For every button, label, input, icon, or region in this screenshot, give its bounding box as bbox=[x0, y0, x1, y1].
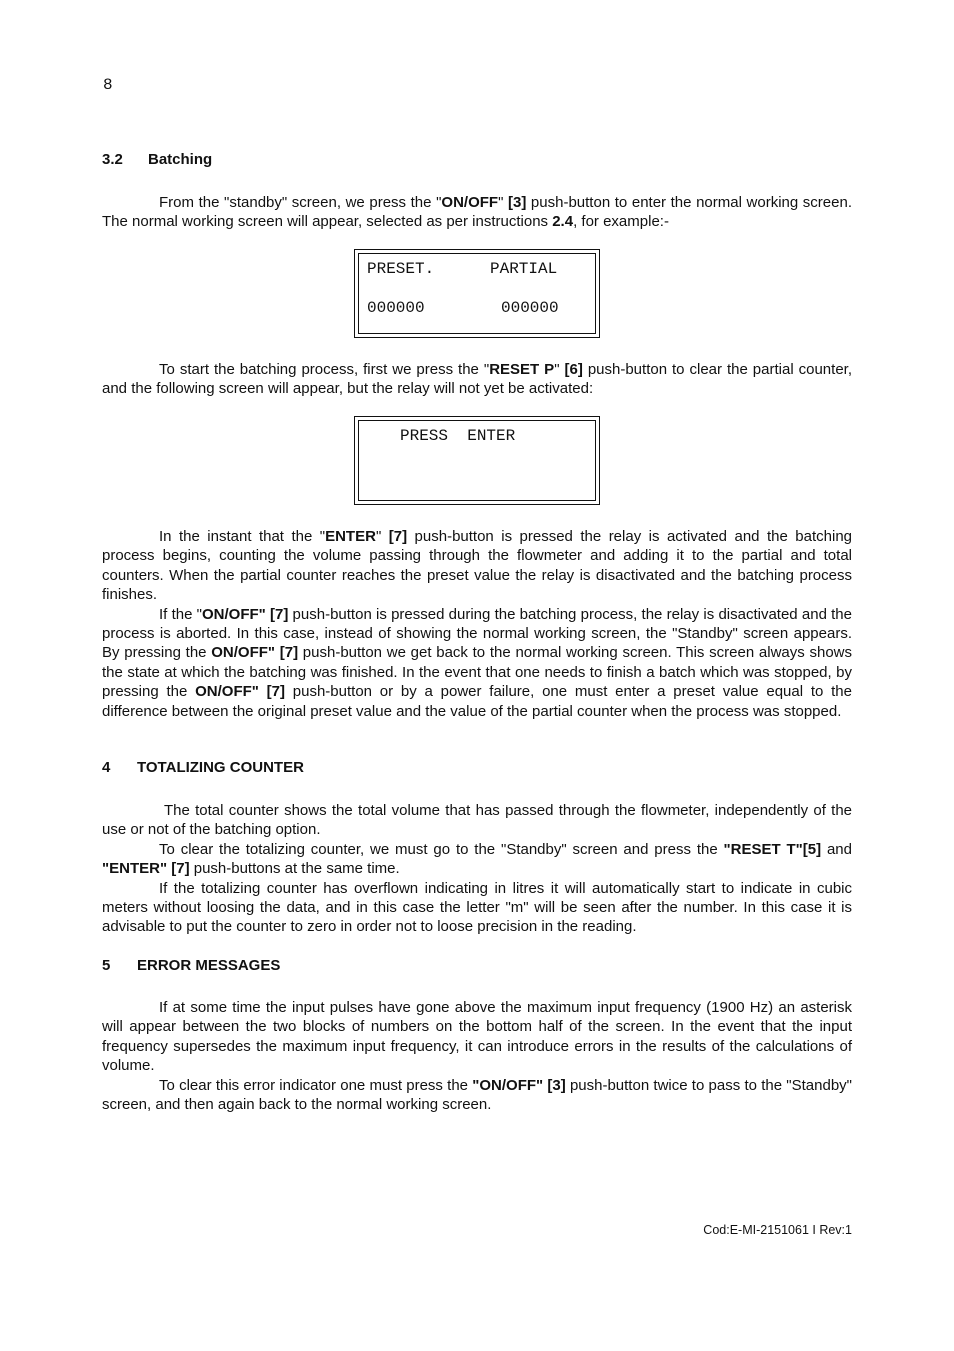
bold-text-run: "ON/OFF" [3] bbox=[472, 1076, 566, 1094]
paragraph bbox=[102, 527, 852, 605]
section-number: 5 bbox=[102, 957, 111, 974]
paragraph bbox=[102, 840, 852, 879]
bold-text-run: ON/OFF" [7] bbox=[195, 683, 285, 701]
bold-text-run: "RESET T"[5] bbox=[723, 840, 822, 858]
text-run: push-button twice to pass to the "Standby" screen, and then again back to the normal working screen. bbox=[102, 1076, 852, 1114]
lcd-display-normal-screen bbox=[354, 249, 600, 338]
lcd-value-preset: 000000 bbox=[367, 299, 425, 317]
lcd-message: PRESS ENTER bbox=[400, 427, 516, 445]
bold-text-run: ON/OFF bbox=[441, 194, 499, 211]
text-run: push-button to clear the partial counter, and the following screen will appear, but the relay will not yet be activated: bbox=[102, 361, 852, 398]
section-number: 3.2 bbox=[102, 151, 123, 168]
paragraph bbox=[102, 360, 852, 399]
bold-text-run: "ENTER" [7] bbox=[102, 860, 190, 878]
bold-text-run: [3] bbox=[508, 194, 527, 211]
totalizing-text bbox=[102, 801, 852, 937]
text-run: " bbox=[554, 361, 565, 378]
text-run: To start the batching process, first we press the " bbox=[159, 361, 490, 378]
bold-text-run: ENTER bbox=[325, 528, 376, 545]
error-messages-text bbox=[102, 998, 852, 1114]
bold-text-run: [7] bbox=[388, 528, 408, 545]
batching-start bbox=[102, 360, 852, 399]
batching-intro bbox=[102, 193, 852, 232]
section-heading-5 bbox=[102, 957, 280, 974]
section-number: 4 bbox=[102, 759, 111, 776]
section-heading-3-2 bbox=[102, 151, 212, 168]
text-run: and bbox=[821, 840, 852, 858]
lcd-label-partial: PARTIAL bbox=[490, 260, 558, 278]
text-run: If at some time the input pulses have gone above the maximum input frequency (1900 Hz) an asterisk will appear between the two blocks of numbers on the bottom half of the screen. In the event that the input frequency supersedes the maximum input frequency, it can introduce errors in the results of the calculations of volume. bbox=[102, 999, 852, 1075]
section-heading-4 bbox=[102, 759, 304, 776]
paragraph bbox=[102, 801, 852, 840]
lcd-display-press-enter bbox=[354, 416, 600, 505]
bold-text-run: 2.4 bbox=[552, 213, 574, 231]
section-title: Batching bbox=[148, 151, 213, 168]
paragraph bbox=[102, 879, 852, 937]
text-run: The total counter shows the total volume that has passed through the flowmeter, independently of the use or not of the batching option. bbox=[102, 802, 852, 839]
text-run: " bbox=[498, 194, 508, 211]
page-number: 8 bbox=[103, 76, 113, 94]
paragraph bbox=[102, 193, 852, 232]
bold-text-run: [6] bbox=[564, 361, 583, 378]
text-run: From the "standby" screen, we press the " bbox=[159, 194, 442, 211]
text-run: To clear this error indicator one must press the bbox=[159, 1076, 473, 1094]
text-run: push-button to enter the normal working screen. The normal working screen will appear, selected as per instructions bbox=[102, 194, 852, 231]
text-run: " bbox=[375, 528, 389, 545]
bold-text-run: ON/OFF" [7] bbox=[211, 644, 299, 662]
paragraph bbox=[102, 998, 852, 1076]
bold-text-run: ON/OFF" [7] bbox=[201, 605, 289, 623]
lcd-value-partial: 000000 bbox=[501, 299, 559, 317]
text-run: push-buttons at the same time. bbox=[189, 860, 400, 878]
paragraph bbox=[102, 1076, 852, 1115]
paragraph bbox=[102, 605, 852, 721]
text-run: push-button or by a power failure, one must enter a preset value equal to the difference between the original preset value and the value of the partial counter when the process was stopped. bbox=[102, 683, 852, 720]
text-run: push-button is pressed the relay is activated and the batching process begins, counting the volume passing through the flowmeter and adding it to the partial and total counters. When the partial counter reaches the preset value the relay is disactivated and the batching process finishes. bbox=[102, 528, 852, 604]
text-run: If the " bbox=[159, 605, 202, 623]
text-run: , for example:- bbox=[573, 213, 669, 231]
batching-process bbox=[102, 527, 852, 721]
text-run: In the instant that the " bbox=[159, 528, 326, 545]
text-run: If the totalizing counter has overflown indicating in litres it will automatically start to indicate in cubic meters without loosing the data, and in this case the letter "m" will be seen after the number. In this case it is advisable to put the counter to zero in order not to loose precision in the reading. bbox=[102, 879, 852, 936]
text-run: push-button we get back to the normal working screen. This screen always shows the state at which the batching was finished. In the event that one needs to finish a batch which was stopped, by pressing the bbox=[102, 644, 852, 701]
section-title: ERROR MESSAGES bbox=[137, 957, 281, 974]
lcd-label-preset: PRESET. bbox=[367, 260, 435, 278]
section-title: TOTALIZING COUNTER bbox=[137, 759, 304, 776]
document-code-footer: Cod:E-MI-2151061 I Rev:1 bbox=[703, 1223, 852, 1237]
text-run: To clear the totalizing counter, we must go to the "Standby" screen and press the bbox=[159, 840, 724, 858]
text-run: push-button is pressed during the batching process, the relay is disactivated and the process is aborted. In this case, instead of showing the normal working screen, the "Standby" screen appears. By pressing the bbox=[102, 605, 852, 662]
bold-text-run: RESET P bbox=[489, 361, 555, 378]
